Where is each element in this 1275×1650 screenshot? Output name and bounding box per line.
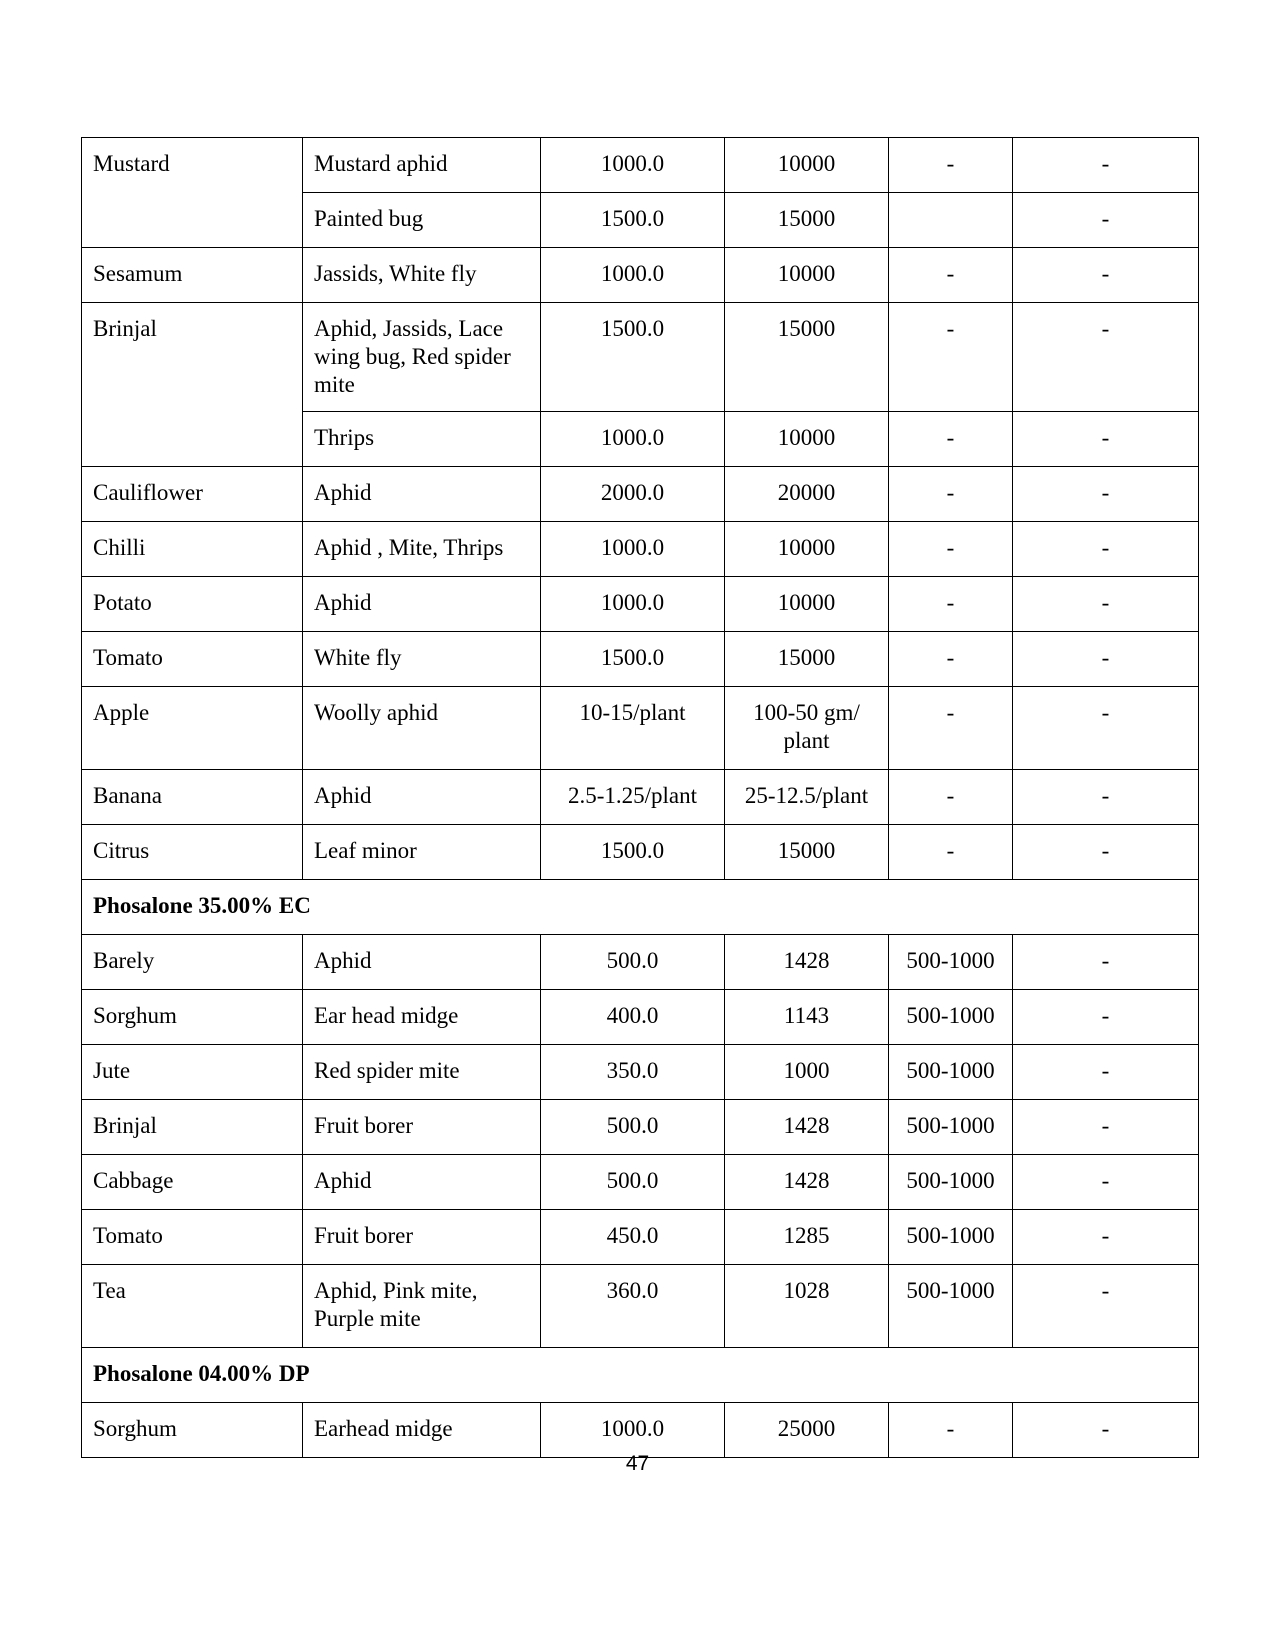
dilution-cell: - — [889, 248, 1013, 303]
table-row — [82, 825, 1199, 880]
waiting-period-cell: - — [1013, 687, 1199, 770]
pest-cell: Mustard aphid — [303, 138, 541, 193]
pest-cell: Ear head midge — [303, 990, 541, 1045]
dilution-cell: - — [889, 825, 1013, 880]
table-row — [82, 990, 1199, 1045]
waiting-period-cell: - — [1013, 770, 1199, 825]
crop-cell: Brinjal — [82, 1100, 303, 1155]
table-row — [82, 935, 1199, 990]
table-row — [82, 632, 1199, 687]
dilution-cell: 500-1000 — [889, 935, 1013, 990]
dilution-cell: - — [889, 467, 1013, 522]
crop-cell: Potato — [82, 577, 303, 632]
table-row — [82, 248, 1199, 303]
crop-cell: Sorghum — [82, 1403, 303, 1458]
pesticide-dosage-table — [81, 137, 1199, 1458]
table-row — [82, 577, 1199, 632]
dilution-cell — [889, 193, 1013, 248]
pest-cell: Thrips — [303, 412, 541, 467]
pest-cell: Woolly aphid — [303, 687, 541, 770]
table-row — [82, 138, 1199, 193]
table-row — [82, 467, 1199, 522]
waiting-period-cell: - — [1013, 412, 1199, 467]
table-row — [82, 1045, 1199, 1100]
section-heading: Phosalone 04.00% DP — [82, 1348, 1199, 1403]
dose-ai-cell: 1000.0 — [541, 522, 725, 577]
pest-cell: Aphid — [303, 467, 541, 522]
waiting-period-cell: - — [1013, 825, 1199, 880]
table-row — [82, 770, 1199, 825]
waiting-period-cell: - — [1013, 1210, 1199, 1265]
waiting-period-cell: - — [1013, 1155, 1199, 1210]
dose-ai-cell: 1000.0 — [541, 248, 725, 303]
crop-cell: Tomato — [82, 1210, 303, 1265]
dose-ai-cell: 500.0 — [541, 1155, 725, 1210]
dose-ai-cell: 350.0 — [541, 1045, 725, 1100]
dose-ai-cell: 2.5-1.25/plant — [541, 770, 725, 825]
dose-ai-cell: 400.0 — [541, 990, 725, 1045]
table-row — [82, 1155, 1199, 1210]
crop-cell: Cauliflower — [82, 467, 303, 522]
waiting-period-cell: - — [1013, 1265, 1199, 1348]
dose-formulation-cell: 25000 — [725, 1403, 889, 1458]
dilution-cell: - — [889, 577, 1013, 632]
pest-cell: Fruit borer — [303, 1100, 541, 1155]
dilution-cell: 500-1000 — [889, 1265, 1013, 1348]
crop-cell: Barely — [82, 935, 303, 990]
section-row — [82, 880, 1199, 935]
dose-formulation-cell: 15000 — [725, 303, 889, 412]
table-row — [82, 522, 1199, 577]
dose-ai-cell: 360.0 — [541, 1265, 725, 1348]
crop-cell: Sesamum — [82, 248, 303, 303]
dose-formulation-cell: 10000 — [725, 138, 889, 193]
dilution-cell: - — [889, 687, 1013, 770]
waiting-period-cell: - — [1013, 303, 1199, 412]
waiting-period-cell: - — [1013, 522, 1199, 577]
waiting-period-cell: - — [1013, 632, 1199, 687]
pest-cell: Aphid — [303, 770, 541, 825]
crop-cell: Mustard — [82, 138, 303, 248]
crop-cell: Apple — [82, 687, 303, 770]
crop-cell: Jute — [82, 1045, 303, 1100]
dose-ai-cell: 450.0 — [541, 1210, 725, 1265]
dilution-cell: 500-1000 — [889, 1100, 1013, 1155]
dose-formulation-cell: 1285 — [725, 1210, 889, 1265]
crop-cell: Chilli — [82, 522, 303, 577]
table-row — [82, 1100, 1199, 1155]
pest-cell: White fly — [303, 632, 541, 687]
pest-cell: Aphid, Pink mite, Purple mite — [303, 1265, 541, 1348]
dose-ai-cell: 1500.0 — [541, 825, 725, 880]
pest-cell: Jassids, White fly — [303, 248, 541, 303]
pest-cell: Fruit borer — [303, 1210, 541, 1265]
table-row — [82, 1265, 1199, 1348]
waiting-period-cell: - — [1013, 1100, 1199, 1155]
dose-formulation-cell: 15000 — [725, 193, 889, 248]
dose-ai-cell: 2000.0 — [541, 467, 725, 522]
pest-cell: Aphid — [303, 1155, 541, 1210]
dose-formulation-cell: 1000 — [725, 1045, 889, 1100]
dose-formulation-cell: 15000 — [725, 632, 889, 687]
table-row — [82, 1403, 1199, 1458]
dilution-cell: - — [889, 522, 1013, 577]
crop-cell: Sorghum — [82, 990, 303, 1045]
dose-ai-cell: 1000.0 — [541, 577, 725, 632]
dose-formulation-cell: 10000 — [725, 412, 889, 467]
dilution-cell: 500-1000 — [889, 1045, 1013, 1100]
page-number: 47 — [625, 1452, 650, 1475]
section-heading: Phosalone 35.00% EC — [82, 880, 1199, 935]
crop-cell: Banana — [82, 770, 303, 825]
dose-ai-cell: 1500.0 — [541, 193, 725, 248]
waiting-period-cell: - — [1013, 577, 1199, 632]
crop-cell: Brinjal — [82, 303, 303, 467]
waiting-period-cell: - — [1013, 935, 1199, 990]
waiting-period-cell: - — [1013, 990, 1199, 1045]
dose-ai-cell: 500.0 — [541, 935, 725, 990]
dilution-cell: 500-1000 — [889, 1155, 1013, 1210]
dose-formulation-cell: 15000 — [725, 825, 889, 880]
dose-ai-cell: 1500.0 — [541, 632, 725, 687]
dilution-cell: - — [889, 303, 1013, 412]
crop-cell: Citrus — [82, 825, 303, 880]
dose-formulation-cell: 1143 — [725, 990, 889, 1045]
dose-formulation-cell: 1428 — [725, 1155, 889, 1210]
dilution-cell: - — [889, 138, 1013, 193]
pest-cell: Earhead midge — [303, 1403, 541, 1458]
waiting-period-cell: - — [1013, 467, 1199, 522]
crop-cell: Cabbage — [82, 1155, 303, 1210]
dose-ai-cell: 1000.0 — [541, 1403, 725, 1458]
pest-cell: Aphid, Jassids, Lace wing bug, Red spider mite — [303, 303, 541, 412]
dose-formulation-cell: 20000 — [725, 467, 889, 522]
waiting-period-cell: - — [1013, 248, 1199, 303]
dose-ai-cell: 1500.0 — [541, 303, 725, 412]
dose-ai-cell: 10-15/plant — [541, 687, 725, 770]
dilution-cell: - — [889, 412, 1013, 467]
dilution-cell: - — [889, 770, 1013, 825]
dose-formulation-cell: 1428 — [725, 1100, 889, 1155]
dose-ai-cell: 1000.0 — [541, 138, 725, 193]
waiting-period-cell: - — [1013, 138, 1199, 193]
dilution-cell: 500-1000 — [889, 990, 1013, 1045]
dose-ai-cell: 500.0 — [541, 1100, 725, 1155]
dose-formulation-cell: 1428 — [725, 935, 889, 990]
table-row — [82, 1210, 1199, 1265]
section-row — [82, 1348, 1199, 1403]
pest-cell: Aphid — [303, 577, 541, 632]
dose-ai-cell: 1000.0 — [541, 412, 725, 467]
pest-cell: Red spider mite — [303, 1045, 541, 1100]
pest-cell: Leaf minor — [303, 825, 541, 880]
pest-cell: Painted bug — [303, 193, 541, 248]
dose-formulation-cell: 10000 — [725, 577, 889, 632]
dose-formulation-cell: 10000 — [725, 248, 889, 303]
crop-cell: Tomato — [82, 632, 303, 687]
dose-formulation-cell: 25-12.5/plant — [725, 770, 889, 825]
dilution-cell: - — [889, 632, 1013, 687]
waiting-period-cell: - — [1013, 1045, 1199, 1100]
crop-cell: Tea — [82, 1265, 303, 1348]
dose-formulation-cell: 10000 — [725, 522, 889, 577]
pest-cell: Aphid — [303, 935, 541, 990]
dilution-cell: - — [889, 1403, 1013, 1458]
dose-formulation-cell: 1028 — [725, 1265, 889, 1348]
waiting-period-cell: - — [1013, 193, 1199, 248]
table-row — [82, 687, 1199, 770]
dose-formulation-cell: 100-50 gm/ plant — [725, 687, 889, 770]
pest-cell: Aphid , Mite, Thrips — [303, 522, 541, 577]
dilution-cell: 500-1000 — [889, 1210, 1013, 1265]
waiting-period-cell: - — [1013, 1403, 1199, 1458]
table-row — [82, 303, 1199, 412]
